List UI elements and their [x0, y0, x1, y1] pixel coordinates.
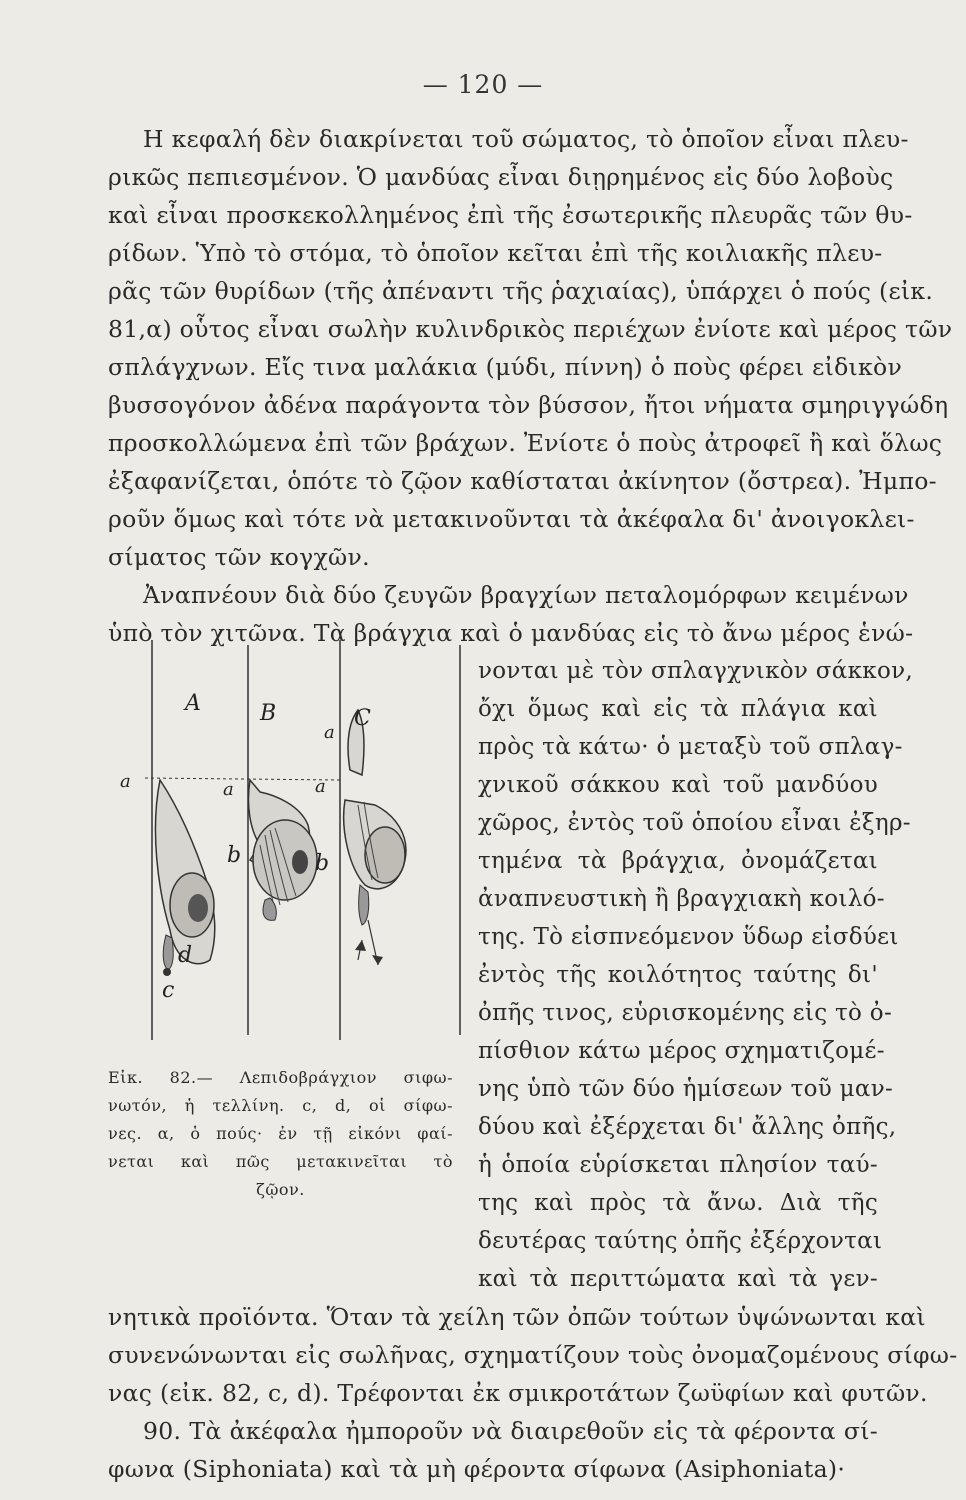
text-line: ὑπὸ τὸν χιτῶνα. Τὰ βράγχια καὶ ὁ μανδύας εἰς τὸ ἄνω μέρος ἑνώ- — [108, 619, 914, 647]
figure-caption-line: νες. α, ὁ πούς· ἐν τῇ εἰκόνι φαί- — [108, 1124, 453, 1143]
figure-82 — [100, 630, 470, 1048]
text-line: ἐξαφανίζεται, ὁπότε τὸ ζῷον καθίσταται ἀκίνητον (ὄστρεα). Ἠμπο- — [108, 467, 937, 495]
label-c-siphon: c — [162, 978, 175, 1003]
text-line: καὶ εἶναι προσκεκολλημένος ἐπὶ τῆς ἐσωτερικῆς πλευρᾶς τῶν θυ- — [108, 201, 913, 229]
text-line: καὶ τὰ περιττώματα καὶ τὰ γεν- — [478, 1266, 878, 1292]
text-line: ἡ ὁποία εὑρίσκεται πλησίον ταύ- — [478, 1152, 878, 1178]
text-line: ρᾶς τῶν θυρίδων (τῆς ἀπέναντι τῆς ῥαχιαίας), ὑπάρχει ὁ πούς (εἰκ. — [108, 277, 934, 305]
text-line: ὄχι ὅμως καὶ εἰς τὰ πλάγια καὶ — [478, 696, 878, 722]
text-line: νητικὰ προϊόντα. Ὅταν τὰ χείλη τῶν ὀπῶν τούτων ὑψώνωνται καὶ — [108, 1303, 926, 1331]
text-line: 90. Τὰ ἀκέφαλα ἠμποροῦν νὰ διαιρεθοῦν εἰς τὰ φέροντα σί- — [143, 1417, 878, 1445]
label-a-mid: a — [223, 779, 234, 800]
label-a-right: a — [315, 776, 326, 797]
text-line: ἀναπνευστικὴ ἢ βραγχιακὴ κοιλό- — [478, 886, 885, 912]
text-line: βυσσογόνον ἀδένα παράγοντα τὸν βύσσον, ἤτοι νήματα σμηριγγώδη — [108, 391, 949, 419]
text-line: δευτέρας ταύτης ὀπῆς ἐξέρχονται — [478, 1228, 883, 1254]
shell-b — [248, 780, 317, 920]
text-line: χῶρος, ἐντὸς τοῦ ὁποίου εἶναι ἐξηρ- — [478, 810, 911, 836]
text-line: συνενώνωνται εἰς σωλῆνας, σχηματίζουν τοὺς ὀνομαζομένους σίφω- — [108, 1341, 958, 1369]
label-b-upper: B — [260, 701, 277, 726]
text-line: νονται μὲ τὸν σπλαγχνικὸν σάκκον, — [478, 658, 914, 684]
label-a-top: a — [324, 722, 335, 743]
text-line: ἐντὸς τῆς κοιλότητος ταύτης δι' — [478, 962, 878, 988]
figure-caption-line: Εἰκ. 82.— Λεπιδοβράγχιον σιφω- — [108, 1068, 453, 1087]
shell-c — [344, 710, 406, 965]
text-line: προσκολλώμενα ἐπὶ τῶν βράχων. Ἐνίοτε ὁ ποὺς ἀτροφεῖ ἢ καὶ ὅλως — [108, 429, 943, 457]
label-a-left: a — [120, 771, 131, 792]
text-line: πίσθιον κάτω μέρος σχηματιζομέ- — [478, 1038, 885, 1064]
text-line: πρὸς τὰ κάτω· ὁ μεταξὺ τοῦ σπλαγ- — [478, 734, 903, 760]
text-line: ὀπῆς τινος, εὑρισκομένης εἰς τὸ ὀ- — [478, 1000, 893, 1026]
figure-caption-line: ζῷον. — [256, 1180, 305, 1199]
text-line: 81,α) οὗτος εἶναι σωλὴν κυλινδρικὸς περιέχων ἐνίοτε καὶ μέρος τῶν — [108, 315, 953, 343]
page-number: — 120 — — [422, 70, 544, 99]
text-line: Ἀναπνέουν διὰ δύο ζευγῶν βραγχίων πεταλομόρφων κειμένων — [143, 581, 909, 609]
text-line: Η κεφαλή δὲν διακρίνεται τοῦ σώματος, τὸ ὁποῖον εἶναι πλευ- — [143, 125, 909, 153]
figure-caption-line: νωτόν, ἡ τελλίνη. c, d, οἱ σίφω- — [108, 1096, 453, 1115]
text-line: χνικοῦ σάκκου καὶ τοῦ μανδύου — [478, 772, 878, 798]
text-line: τημένα τὰ βράγχια, ὀνομάζεται — [478, 848, 878, 874]
text-line: φωνα (Siphoniata) καὶ τὰ μὴ φέροντα σίφωνα (Asiphoniata)· — [108, 1455, 846, 1483]
figure-caption-line: νεται καὶ πῶς μετακινεῖται τὸ — [108, 1152, 453, 1171]
label-d-siphon: d — [178, 943, 193, 968]
text-line: νης ὑπὸ τῶν δύο ἡμίσεων τοῦ μαν- — [478, 1076, 894, 1102]
text-line: της καὶ πρὸς τὰ ἄνω. Διὰ τῆς — [478, 1190, 878, 1216]
text-line: ρικῶς πεπιεσμένον. Ὁ μανδύας εἶναι διῃρημένος εἰς δύο λοβοὺς — [108, 163, 894, 191]
text-line: ροῦν ὅμως καὶ τότε νὰ μετακινοῦνται τὰ ἀκέφαλα δι' ἀνοιγοκλει- — [108, 505, 915, 533]
text-line: της. Τὸ εἰσπνεόμενον ὕδωρ εἰσδύει — [478, 924, 899, 950]
text-line: ρίδων. Ὑπὸ τὸ στόμα, τὸ ὁποῖον κεῖται ἐπὶ τῆς κοιλιακῆς πλευ- — [108, 239, 883, 267]
text-line: σπλάγχνων. Εἴς τινα μαλάκια (μύδι, πίννη) ὁ ποὺς φέρει εἰδικὸν — [108, 353, 903, 381]
label-b-right: b — [315, 851, 330, 876]
label-b-left: b — [227, 843, 242, 868]
label-a-upper: A — [185, 691, 201, 716]
text-line: δύου καὶ ἐξέρχεται δι' ἄλλης ὀπῆς, — [478, 1114, 897, 1140]
text-line: σίματος τῶν κογχῶν. — [108, 543, 370, 571]
tellina-illustration — [100, 630, 470, 1048]
label-c-upper: C — [354, 706, 371, 731]
text-line: νας (εἰκ. 82, c, d). Τρέφονται ἐκ σμικροτάτων ζωϋφίων καὶ φυτῶν. — [108, 1379, 928, 1407]
